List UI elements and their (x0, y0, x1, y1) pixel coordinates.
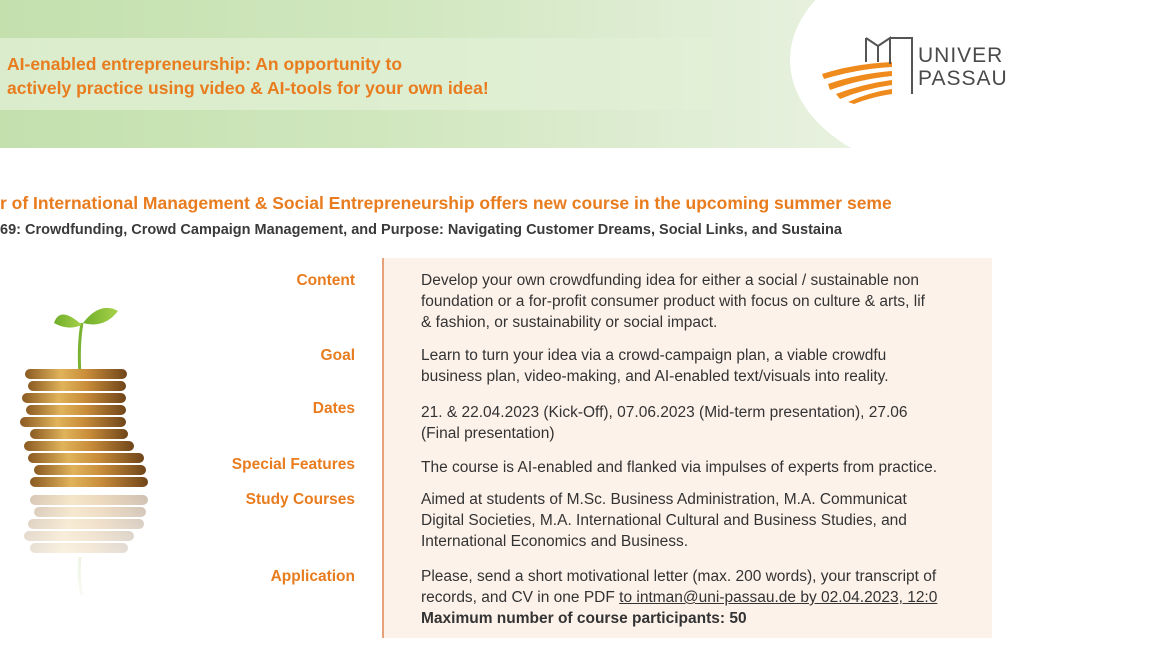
max-participants: Maximum number of course participants: 50 (421, 610, 747, 627)
value-goal: Learn to turn your idea via a crowd-campaign plan, a viable crowdfu business plan, video-making, and AI-enabled text/visuals into reality. (421, 347, 889, 385)
label-dates: Dates (312, 400, 355, 417)
label-application: Application (270, 568, 355, 585)
course-title: 69: Crowdfunding, Crowd Campaign Management, and Purpose: Navigating Customer Dreams, Social Links, and Sustaina (0, 222, 842, 238)
label-study-courses: Study Courses (245, 491, 355, 508)
value-application: Please, send a short motivational letter (max. 200 words), your transcript of records, and CV in one PDF to intman@uni-passau.de by 02.04.2023, 12:0 Maximum number of course participants: 50 (421, 566, 992, 629)
value-study-courses: Aimed at students of M.Sc. Business Administration, M.A. Communicat Digital Societies, M.A. International Cultural and Business Studies, and International Economics and Business. (421, 491, 907, 550)
application-text: records, and CV in one PDF (421, 589, 620, 606)
value-special-features: The course is AI-enabled and flanked via impulses of experts from practice. (421, 459, 938, 476)
label-content: Content (296, 272, 355, 289)
application-email-link[interactable]: to intman@uni-passau.de by 02.04.2023, 12:0 (619, 589, 938, 606)
value-content: Develop your own crowdfunding idea for either a social / sustainable non foundation or a for-profit consumer product with focus on culture & arts, lif & fashion, or sustainability or social impact. (421, 272, 925, 331)
page-title: AI-enabled entrepreneurship: An opportunity to actively practice using video & AI-tools for your own idea! (7, 54, 489, 98)
label-goal: Goal (320, 347, 355, 364)
panel-divider (382, 258, 384, 638)
course-announcement: r of International Management & Social Entrepreneurship offers new course in the upcoming summer seme (0, 193, 892, 213)
coin-stack-with-seedling-image (0, 295, 165, 615)
label-special-features: Special Features (231, 456, 355, 473)
header-banner (0, 0, 1008, 148)
university-logo-text: UNIVER PASSAU (918, 44, 1008, 90)
value-dates: 21. & 22.04.2023 (Kick-Off), 07.06.2023 (Mid-term presentation), 27.06 (Final presentation) (421, 404, 908, 442)
